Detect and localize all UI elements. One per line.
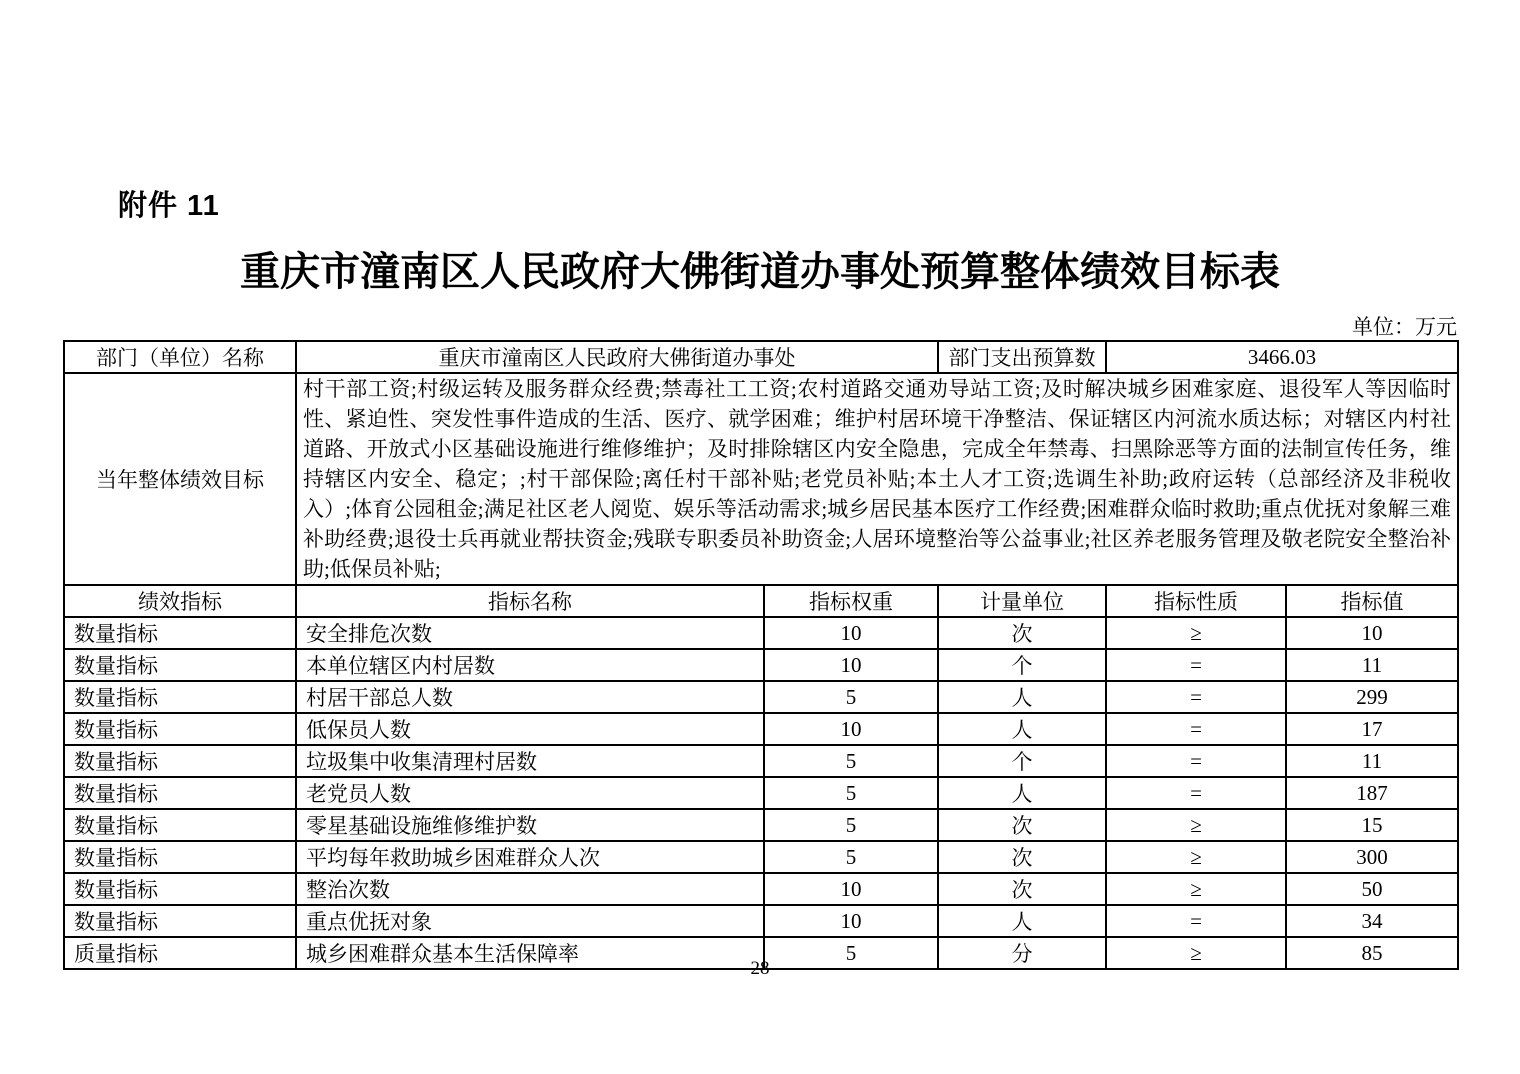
indicator-nature: =: [1106, 713, 1286, 745]
dept-info-row: [64, 341, 1458, 373]
indicator-rows: [64, 341, 1458, 969]
unit-note: 单位：万元: [1352, 315, 1457, 339]
indicator-name: 村居干部总人数: [296, 681, 764, 713]
table-row: [64, 777, 1458, 809]
indicator-unit: 人: [938, 713, 1106, 745]
indicator-nature: =: [1106, 649, 1286, 681]
indicator-value: 17: [1286, 713, 1458, 745]
indicator-type: 数量指标: [64, 905, 296, 937]
indicator-nature: ≥: [1106, 841, 1286, 873]
indicator-nature: =: [1106, 681, 1286, 713]
indicator-name: 城乡困难群众基本生活保障率: [296, 937, 764, 969]
indicator-unit: 个: [938, 745, 1106, 777]
indicator-name: 平均每年救助城乡困难群众人次: [296, 841, 764, 873]
column-header: 指标权重: [764, 585, 938, 617]
indicator-unit: 次: [938, 873, 1106, 905]
indicator-name: 垃圾集中收集清理村居数: [296, 745, 764, 777]
indicator-name: 整治次数: [296, 873, 764, 905]
table-row: [64, 841, 1458, 873]
indicator-weight: 5: [764, 937, 938, 969]
indicator-weight: 10: [764, 873, 938, 905]
annual-goal-row: [64, 373, 1458, 585]
indicator-weight: 5: [764, 809, 938, 841]
indicator-weight: 5: [764, 777, 938, 809]
indicator-type: 数量指标: [64, 841, 296, 873]
indicator-weight: 5: [764, 681, 938, 713]
indicator-unit: 人: [938, 905, 1106, 937]
table-row: [64, 809, 1458, 841]
indicator-value: 300: [1286, 841, 1458, 873]
indicator-type: 质量指标: [64, 937, 296, 969]
indicator-type: 数量指标: [64, 713, 296, 745]
indicator-name: 零星基础设施维修维护数: [296, 809, 764, 841]
indicator-value: 187: [1286, 777, 1458, 809]
indicator-nature: ≥: [1106, 873, 1286, 905]
attachment-label: 附件 11: [118, 190, 220, 222]
goal-label: 当年整体绩效目标: [64, 373, 296, 585]
indicator-unit: 次: [938, 841, 1106, 873]
dept-name-value: 重庆市潼南区人民政府大佛街道办事处: [296, 341, 938, 373]
performance-target-table: [63, 340, 1459, 970]
indicator-header-row: [64, 585, 1458, 617]
indicator-nature: ≥: [1106, 937, 1286, 969]
indicator-name: 低保员人数: [296, 713, 764, 745]
table-row: [64, 873, 1458, 905]
indicator-type: 数量指标: [64, 809, 296, 841]
table-row: [64, 745, 1458, 777]
indicator-name: 安全排危次数: [296, 617, 764, 649]
column-header: 指标名称: [296, 585, 764, 617]
indicator-weight: 5: [764, 745, 938, 777]
indicator-type: 数量指标: [64, 649, 296, 681]
column-header: 指标性质: [1106, 585, 1286, 617]
indicator-value: 15: [1286, 809, 1458, 841]
indicator-name: 重点优抚对象: [296, 905, 764, 937]
indicator-type: 数量指标: [64, 681, 296, 713]
column-header: 指标值: [1286, 585, 1458, 617]
indicator-unit: 分: [938, 937, 1106, 969]
indicator-nature: =: [1106, 905, 1286, 937]
indicator-value: 11: [1286, 745, 1458, 777]
indicator-value: 34: [1286, 905, 1458, 937]
indicator-type: 数量指标: [64, 777, 296, 809]
indicator-value: 299: [1286, 681, 1458, 713]
indicator-unit: 个: [938, 649, 1106, 681]
budget-label: 部门支出预算数: [938, 341, 1106, 373]
indicator-unit: 人: [938, 681, 1106, 713]
indicator-name: 老党员人数: [296, 777, 764, 809]
column-header: 计量单位: [938, 585, 1106, 617]
goal-text: 村干部工资;村级运转及服务群众经费;禁毒社工工资;农村道路交通劝导站工资;及时解决城乡困难家庭、退役军人等因临时性、紧迫性、突发性事件造成的生活、医疗、就学困难；维护村居环境干净整洁、保证辖区内河流水质达标；对辖区内村社道路、开放式小区基础设施进行维修维护；及时排除辖区内安全隐患，完成全年禁毒、扫黑除恶等方面的法制宣传任务，维持辖区内安全、稳定；;村干部保险;离任村干部补贴;老党员补贴;本土人才工资;选调生补助;政府运转（总部经济及非税收入）;体育公园租金;满足社区老人阅览、娱乐等活动需求;城乡居民基本医疗工作经费;困难群众临时救助;重点优抚对象解三难补助经费;退役士兵再就业帮扶资金;残联专职委员补助资金;人居环境整治等公益事业;社区养老服务管理及敬老院安全整治补助;低保员补贴;: [296, 373, 1458, 585]
indicator-weight: 10: [764, 905, 938, 937]
table-row: [64, 905, 1458, 937]
table-row: [64, 681, 1458, 713]
indicator-weight: 10: [764, 649, 938, 681]
dept-name-label: 部门（单位）名称: [64, 341, 296, 373]
indicator-type: 数量指标: [64, 873, 296, 905]
indicator-nature: =: [1106, 745, 1286, 777]
page-title: 重庆市潼南区人民政府大佛街道办事处预算整体绩效目标表: [240, 250, 1280, 294]
indicator-value: 50: [1286, 873, 1458, 905]
indicator-value: 85: [1286, 937, 1458, 969]
budget-value: 3466.03: [1106, 341, 1458, 373]
indicator-value: 11: [1286, 649, 1458, 681]
indicator-value: 10: [1286, 617, 1458, 649]
indicator-name: 本单位辖区内村居数: [296, 649, 764, 681]
table-row: [64, 713, 1458, 745]
table-row: [64, 617, 1458, 649]
indicator-unit: 次: [938, 617, 1106, 649]
indicator-weight: 10: [764, 617, 938, 649]
indicator-nature: ≥: [1106, 617, 1286, 649]
indicator-weight: 5: [764, 841, 938, 873]
indicator-nature: =: [1106, 777, 1286, 809]
indicator-unit: 次: [938, 809, 1106, 841]
indicator-type: 数量指标: [64, 617, 296, 649]
indicator-type: 数量指标: [64, 745, 296, 777]
table-row: [64, 649, 1458, 681]
indicator-unit: 人: [938, 777, 1106, 809]
page-number: 28: [750, 958, 770, 979]
indicator-weight: 10: [764, 713, 938, 745]
indicator-nature: ≥: [1106, 809, 1286, 841]
column-header: 绩效指标: [64, 585, 296, 617]
